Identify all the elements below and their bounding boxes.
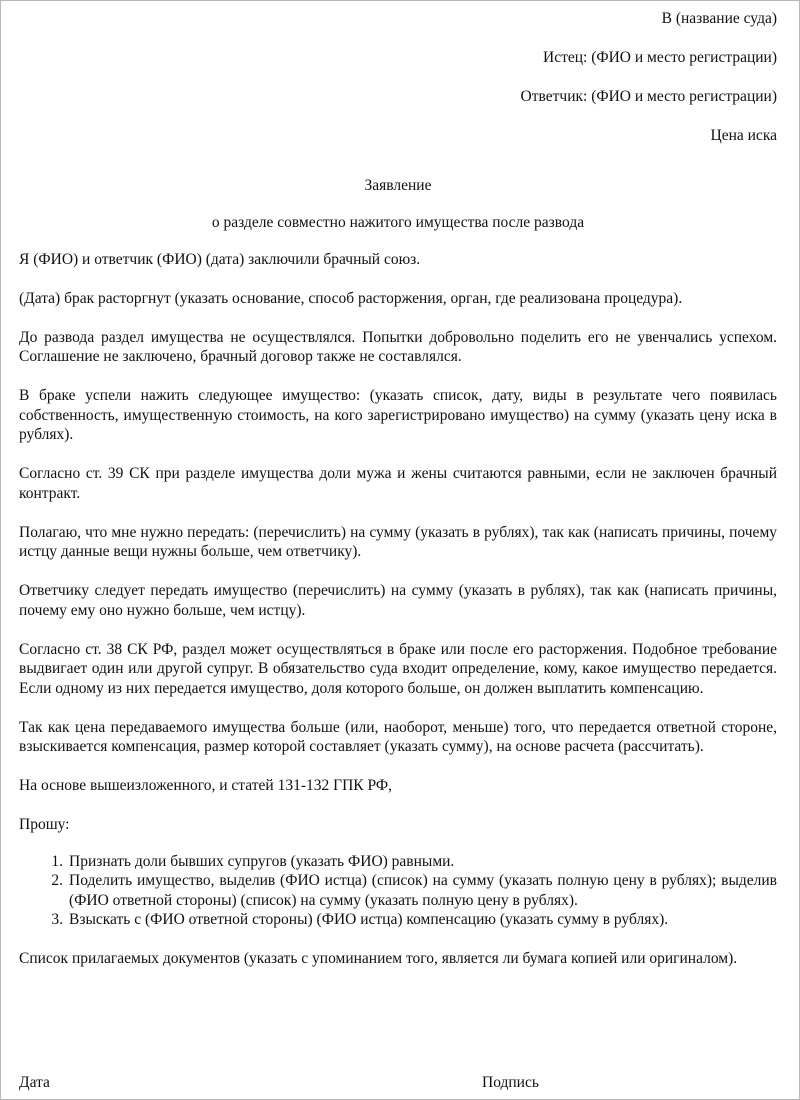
court-line: В (название суда) xyxy=(661,10,777,27)
list-item xyxy=(19,852,777,872)
list-item-number: 1. xyxy=(51,852,63,870)
paragraph-no-division: До развода раздел имущества не осуществлялся. Попытки добровольно поделить его не увенчались успехом. Соглашение не заключено, брачный договор также не составлялся. xyxy=(19,328,777,365)
list-item-text: Поделить имущество, выделив (ФИО истца) (список) на сумму (указать полную цену в рублях); выделив (ФИО ответной стороны) (список) на сумму (указать полную цену в рублях). xyxy=(69,872,777,909)
list-item xyxy=(19,910,777,930)
document-header xyxy=(19,9,777,146)
list-item-text: Признать доли бывших супругов (указать ФИО) равными. xyxy=(69,852,455,870)
plaintiff-line: Истец: (ФИО и место регистрации) xyxy=(543,49,777,66)
list-item-number: 3. xyxy=(51,911,63,928)
date-label: Дата xyxy=(19,1074,50,1091)
list-item xyxy=(19,871,777,910)
paragraph-compensation: Так как цена передаваемого имущества больше (или, наоборот, меньше) того, что передается ответной стороне, взыскивается компенсация, размер которой составляет (указать сумму), на основе расчета (рассчитать). xyxy=(19,718,777,755)
request-heading: Прошу: xyxy=(19,816,70,833)
paragraph-plaintiff-share: Полагаю, что мне нужно передать: (перечислить) на сумму (указать в рублях), так как (написать причины, почему истцу данные вещи нужны больше, чем ответчику). xyxy=(19,523,777,560)
document-subtitle: о разделе совместно нажитого имущества после развода xyxy=(211,214,585,231)
list-item-number: 2. xyxy=(51,872,63,889)
paragraph-defendant-share: Ответчику следует передать имущество (перечислить) на сумму (указать в рублях), так как (написать причины, почему ему оно нужно больше, чем истцу). xyxy=(19,582,777,619)
paragraph-legal-basis: На основе вышеизложенного, и статей 131-132 ГПК РФ, xyxy=(19,777,392,794)
document-footer xyxy=(19,1073,777,1093)
claim-price-line: Цена иска xyxy=(710,127,777,144)
paragraph-attachments: Список прилагаемых документов (указать с упоминанием того, является ли бумага копией или оригиналом). xyxy=(19,950,738,967)
paragraph-divorce: (Дата) брак расторгнут (указать основание, способ расторжения, орган, где реализована процедура). xyxy=(19,289,683,307)
list-item-text: Взыскать с (ФИО ответной стороны) (ФИО истца) компенсацию (указать сумму в рублях). xyxy=(69,911,669,928)
signature-label: Подпись xyxy=(482,1074,539,1091)
paragraph-article-39: Согласно ст. 39 СК при разделе имущества доли мужа и жены считаются равными, если не заключен брачный контракт. xyxy=(19,465,777,502)
paragraph-property-list: В браке успели нажить следующее имущество: (указать список, дату, виды в результате чего появилась собственность, имущественную стоимость, на кого зарегистрировано имущество) на сумму (указать цену иска в рублях). xyxy=(19,387,777,443)
paragraph-article-38: Согласно ст. 38 СК РФ, раздел может осуществляться в браке или после его расторжения. Подобное требование выдвигает один или другой супруг. В обязательство суда входит определение, кому, какое имущество передается. Если одному из них передается имущество, доля которого больше, он должен выплатить компенсацию. xyxy=(19,640,777,697)
defendant-line: Ответчик: (ФИО и место регистрации) xyxy=(520,88,777,105)
document-title: Заявление xyxy=(364,176,432,194)
request-list xyxy=(19,852,777,930)
paragraph-marriage: Я (ФИО) и ответчик (ФИО) (дата) заключили брачный союз. xyxy=(19,250,421,268)
